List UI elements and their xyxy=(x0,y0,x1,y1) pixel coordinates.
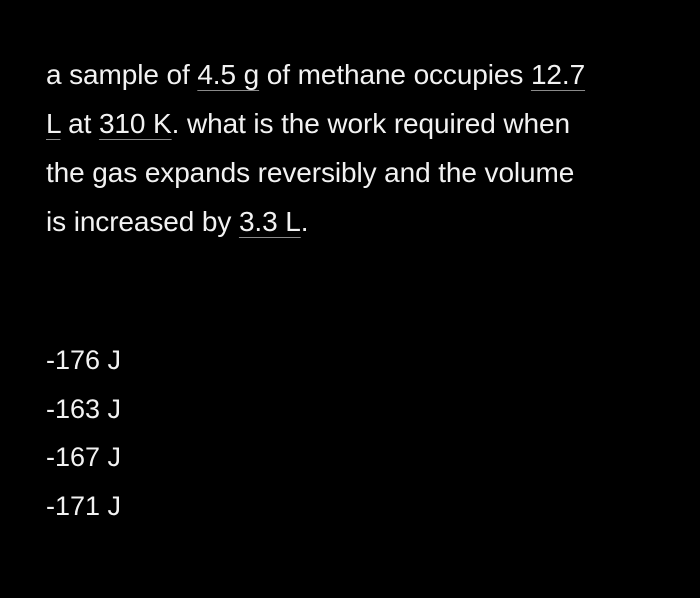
question-value-volume-unit: L xyxy=(46,108,61,139)
question-line xyxy=(46,197,666,246)
question-segment: at xyxy=(60,108,99,139)
answer-option-1[interactable]: -176 J xyxy=(46,345,122,375)
question-text xyxy=(46,50,666,246)
question-value-temperature: 310 K xyxy=(98,108,172,139)
question-value-volume: 12.7 xyxy=(530,59,586,90)
question-segment: is increased by xyxy=(46,206,239,237)
answer-options xyxy=(46,336,121,530)
question-line xyxy=(46,99,666,148)
answer-option-3[interactable]: -167 J xyxy=(46,442,122,472)
question-segment: a sample of xyxy=(46,59,198,90)
question-line xyxy=(46,50,666,99)
question-value-mass: 4.5 g xyxy=(197,59,260,90)
question-segment: . what is the work required when xyxy=(171,108,570,139)
answer-option-2[interactable]: -163 J xyxy=(46,393,122,424)
question-line xyxy=(46,148,666,197)
question-segment: . xyxy=(300,206,309,237)
answer-option-4[interactable]: -171 J xyxy=(46,490,122,521)
question-value-volume-increase: 3.3 L xyxy=(238,206,301,237)
question-segment: of methane occupies xyxy=(259,59,531,90)
question-segment: the gas expands reversibly and the volume xyxy=(46,157,575,188)
